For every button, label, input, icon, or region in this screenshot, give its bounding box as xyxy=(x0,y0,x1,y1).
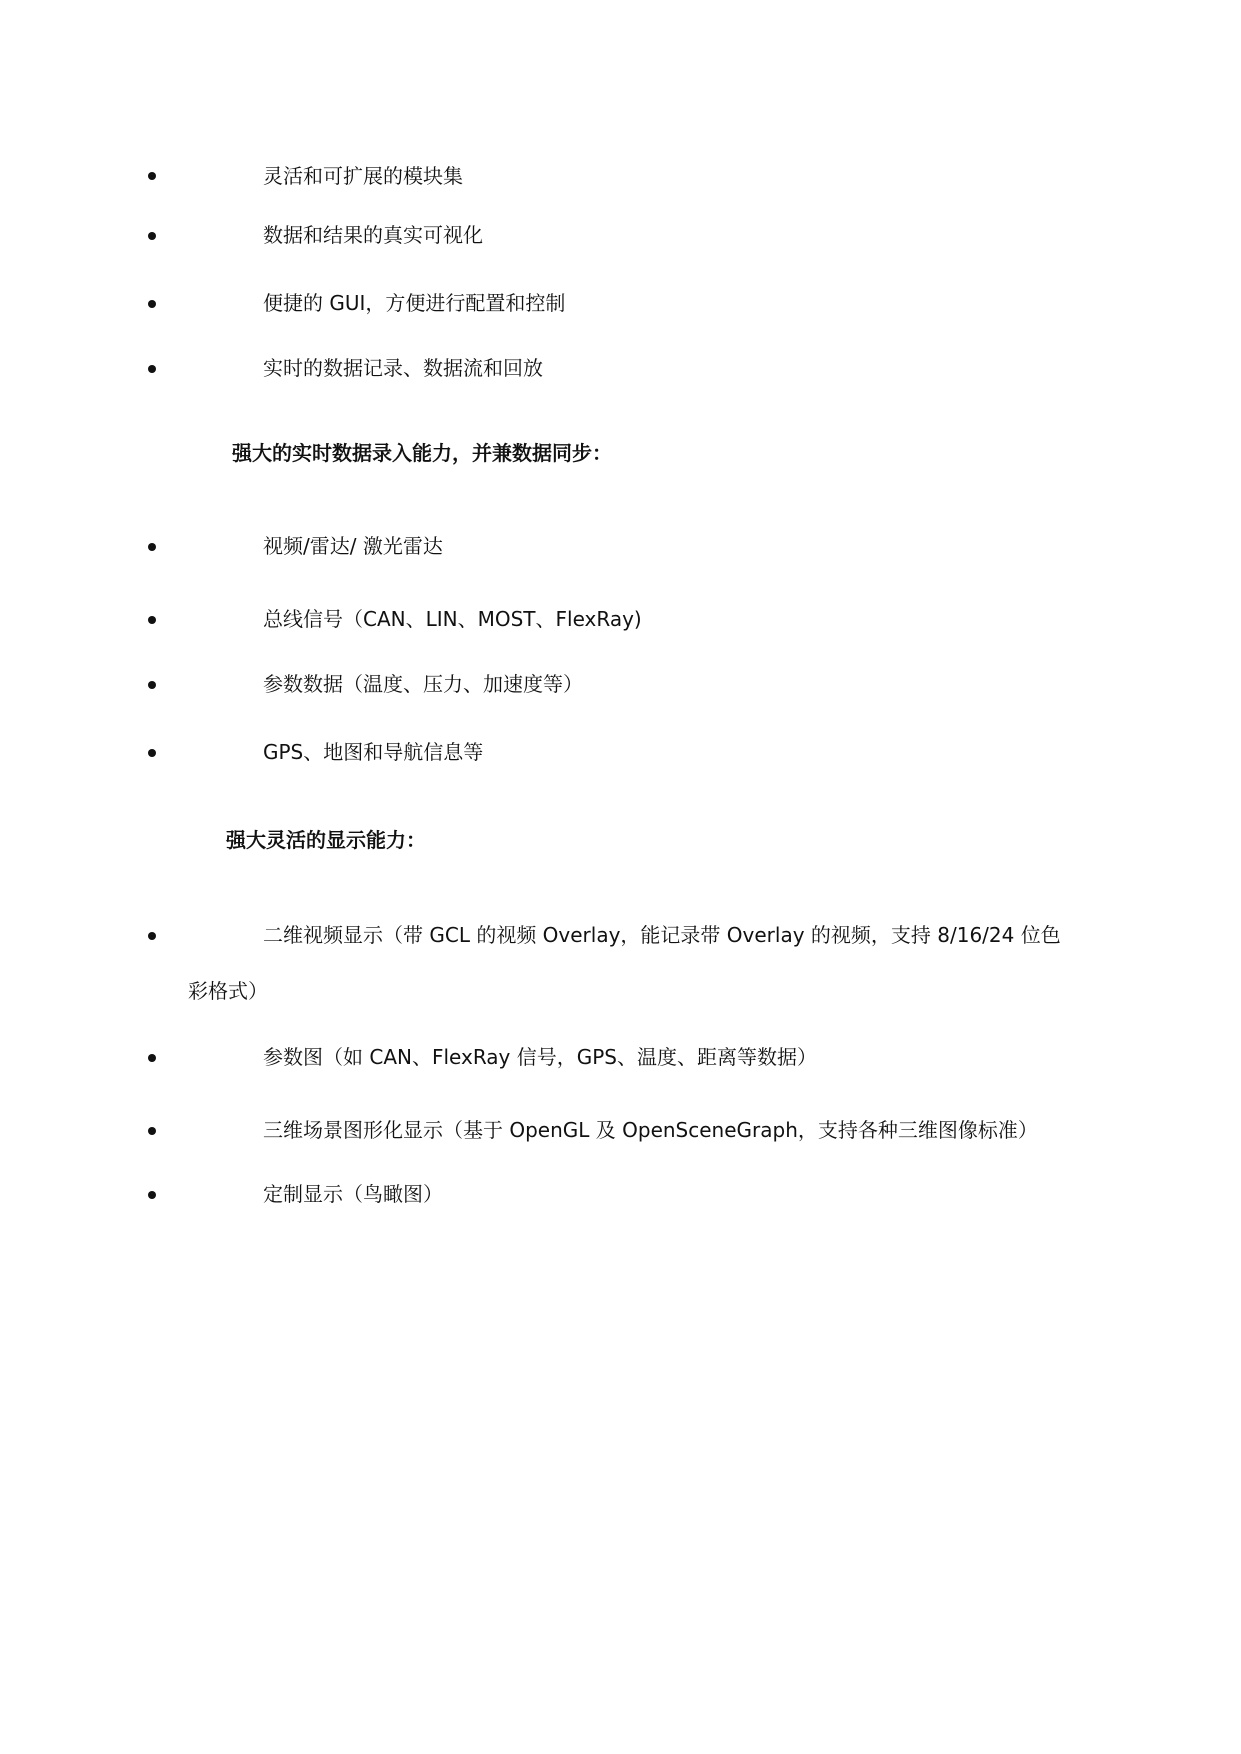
list-item: 便捷的 GUI，方便进行配置和控制 xyxy=(263,291,566,315)
bullet xyxy=(148,749,156,757)
section-heading: 强大的实时数据录入能力，并兼数据同步： xyxy=(232,441,612,465)
list-item: 灵活和可扩展的模块集 xyxy=(263,164,463,188)
bullet xyxy=(148,300,156,308)
list-item-continuation: 彩格式） xyxy=(188,979,268,1003)
list-item: 参数数据（温度、压力、加速度等） xyxy=(263,672,583,696)
list-item: 数据和结果的真实可视化 xyxy=(263,223,483,247)
bullet xyxy=(148,365,156,373)
bullet xyxy=(148,1054,156,1062)
list-item: 定制显示（鸟瞰图） xyxy=(263,1182,443,1206)
section-heading: 强大灵活的显示能力： xyxy=(226,828,426,852)
bullet xyxy=(148,681,156,689)
bullet xyxy=(148,232,156,240)
bullet xyxy=(148,616,156,624)
list-item: GPS、地图和导航信息等 xyxy=(263,740,484,764)
list-item: 二维视频显示（带 GCL 的视频 Overlay，能记录带 Overlay 的视频，支持 8/16/24 位色 xyxy=(263,923,1061,947)
bullet xyxy=(148,1191,156,1199)
list-item: 三维场景图形化显示（基于 OpenGL 及 OpenSceneGraph，支持各种三维图像标准） xyxy=(263,1118,1038,1142)
bullet xyxy=(148,1127,156,1135)
list-item: 参数图（如 CAN、FlexRay 信号，GPS、温度、距离等数据） xyxy=(263,1045,817,1069)
bullet xyxy=(148,932,156,940)
list-item: 视频/雷达/ 激光雷达 xyxy=(263,534,443,558)
bullet xyxy=(148,172,156,180)
list-item: 总线信号（CAN、LIN、MOST、FlexRay) xyxy=(263,607,642,631)
list-item: 实时的数据记录、数据流和回放 xyxy=(263,356,543,380)
bullet xyxy=(148,543,156,551)
